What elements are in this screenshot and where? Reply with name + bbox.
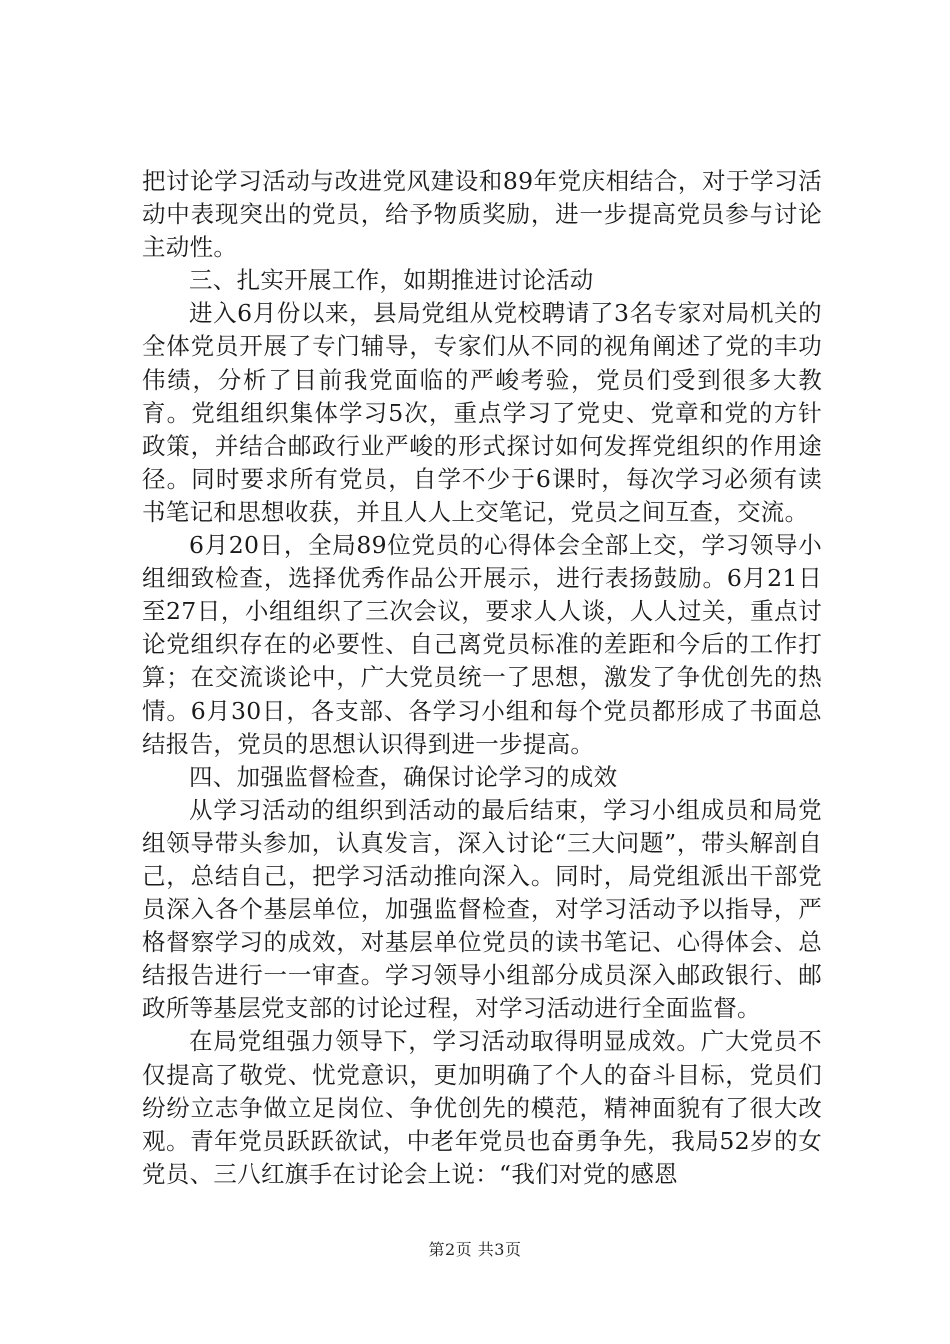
document-body <box>142 165 822 1191</box>
section-heading-three: 三、扎实开展工作，如期推进讨论活动 <box>189 266 594 295</box>
paragraph-body: 从学习活动的组织到活动的最后结束，学习小组成员和局党组领导带头参加，认真发言，深入讨论“三大问题”，带头解剖自己，总结自己，把学习活动推向深入。同时，局党组派出干部党员深入各个基层单位，加强监督检查，对学习活动予以指导，严格督察学习的成效，对基层单位党员的读书笔记、心得体会、总结报告进行一一审查。学习领导小组部分成员深入邮政银行、邮政所等基层党支部的讨论过程，对学习活动进行全面监督。 <box>142 795 822 1023</box>
paragraph-body: 在局党组强力领导下，学习活动取得明显成效。广大党员不仅提高了敬党、忧党意识，更加明确了个人的奋斗目标，党员们纷纷立志争做立足岗位、争优创先的模范，精神面貌有了很大改观。青年党员跃跃欲试，中老年党员也奋勇争先，我局52岁的女党员、三八红旗手在讨论会上说：“我们对党的感恩 <box>142 1027 822 1188</box>
paragraph-body: 6月20日，全局89位党员的心得体会全部上交，学习领导小组细致检查，选择优秀作品公开展示，进行表扬鼓励。6月21日至27日，小组组织了三次会议，要求人人谈，人人过关，重点讨论党组织存在的必要性、自己离党员标准的差距和今后的工作打算；在交流谈论中，广大党员统一了思想，激发了争优创先的热情。6月30日，各支部、各学习小组和每个党员都形成了书面总结报告，党员的思想认识得到进一步提高。 <box>142 531 822 758</box>
section-heading-four: 四、加强监督检查，确保讨论学习的成效 <box>189 762 618 791</box>
paragraph-continuation: 把讨论学习活动与改进党风建设和89年党庆相结合，对于学习活动中表现突出的党员，给予物质奖励，进一步提高党员参与讨论主动性。 <box>142 167 822 262</box>
page-number-footer: 第2页 共3页 <box>428 1240 522 1259</box>
paragraph-body: 进入6月份以来，县局党组从党校聘请了3名专家对局机关的全体党员开展了专门辅导，专家们从不同的视角阐述了党的丰功伟绩，分析了目前我党面临的严峻考验，党员们受到很多大教育。党组组织集体学习5次，重点学习了党史、党章和党的方针政策，并结合邮政行业严峻的形式探讨如何发挥党组织的作用途径。同时要求所有党员，自学不少于6课时，每次学习必须有读书笔记和思想收获，并且人人上交笔记，党员之间互查，交流。 <box>142 299 822 526</box>
